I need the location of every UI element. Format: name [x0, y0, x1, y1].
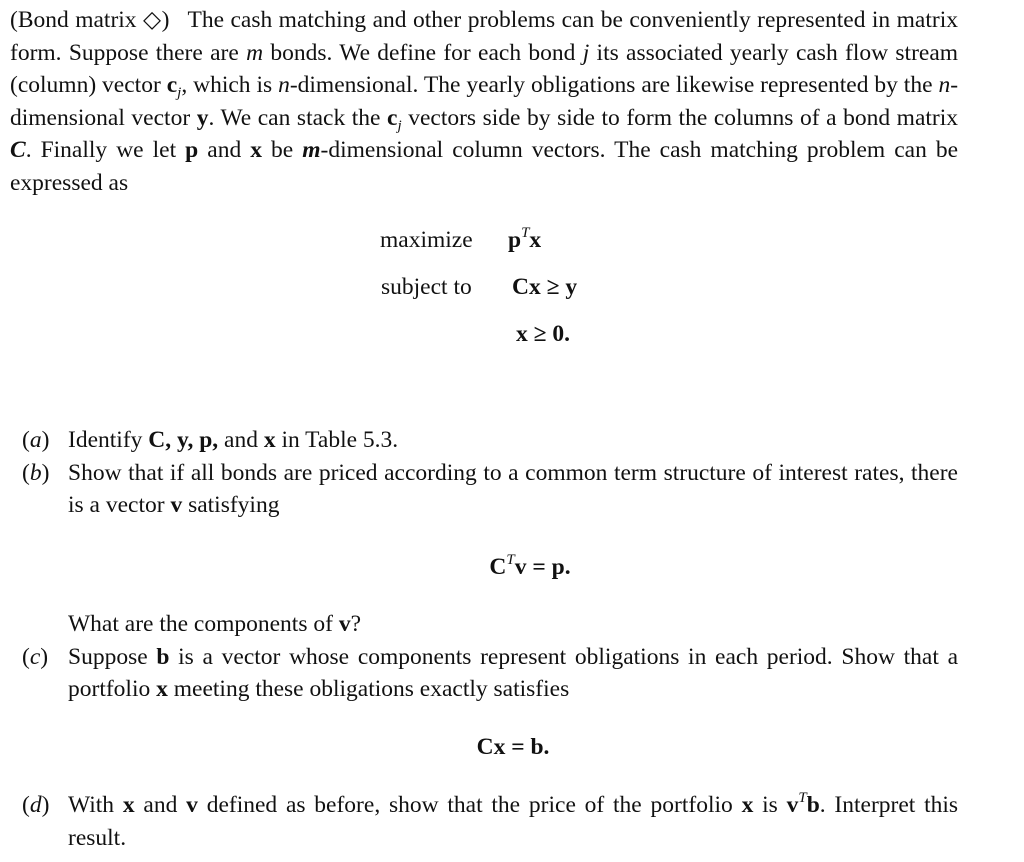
part-b: (b) Show that if all bonds are priced according to a common term structure of interest rates, there is a vector v satisfying: [22, 457, 958, 522]
constraint-cx: Cx ≥ y: [512, 274, 578, 300]
question-parts-end: [22, 789, 958, 854]
constraint-nonneg: x ≥ 0.: [516, 321, 571, 347]
problem-title: (Bond matrix ◇): [10, 7, 170, 33]
objective: $p^Tx$: [508, 225, 542, 253]
part-a-tag: (a): [22, 427, 50, 453]
part-d-tag: (d): [22, 792, 50, 818]
intro-paragraph: (Bond matrix ◇) The cash matching and other problems can be conveniently represented in matrix form. Suppose there are m bonds. We define for each bond j its associated yearly cash flow stream (column) vector $c_j$, which is n-dimensional. The yearly obligations are likewise represented by the n-dimensional vector y. We can stack the $c_j$ vectors side by side to form the columns of a bond matrix C. Finally we let p and x be m-dimensional column vectors. The cash matching problem can be expressed as: [10, 7, 959, 196]
part-b-followup: What are the components of v?: [68, 611, 361, 637]
part-c-tag: (c): [22, 643, 49, 670]
subject-to-label: subject to: [381, 274, 472, 300]
equation-cx-b: Cx = b.: [476, 734, 550, 760]
question-parts-cont: [22, 608, 958, 706]
maximize-label: maximize: [380, 227, 473, 253]
question-parts: [22, 424, 958, 522]
part-c: (c) Suppose b is a vector whose components represent obligations in each period. Show that a portfolio x meeting these obligations exactly satisfies: [22, 641, 958, 706]
part-a: (a) Identify C, y, p, and x in Table 5.3.: [22, 424, 958, 457]
equation-ctv: $C^Tv = p$.: [489, 552, 571, 580]
part-d: (d) With x and v defined as before, show that the price of the portfolio x is $v^Tb$. Interpret this result.: [22, 790, 959, 851]
part-b-tag: (b): [22, 459, 50, 486]
